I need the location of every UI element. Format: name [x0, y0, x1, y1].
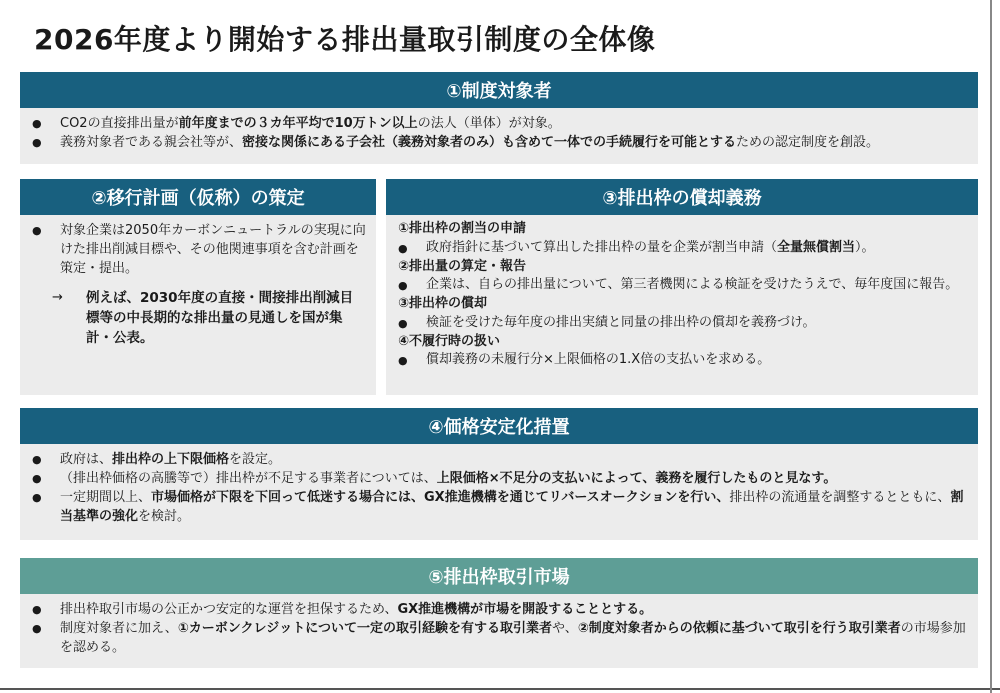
section-target-entities	[20, 72, 978, 164]
bullet-item: ● 義務対象者である親会社等が、密接な関係にある子会社（義務対象者のみ）も含めて一体での手続履行を可能とするための認定制度を創設。	[32, 135, 880, 150]
bullet-item: ● 政府指針に基づいて算出した排出枠の量を企業が割当申請（全量無償割当）。	[398, 239, 968, 258]
bullet-icon: ●	[398, 316, 408, 330]
bullet-item: ● 対象企業は2050年カーボンニュートラルの実現に向けた排出削減目標や、その他関連事項を含む計画を策定・提出。	[32, 223, 366, 276]
section-surrender-obligation	[386, 179, 978, 395]
sub-heading: ②排出量の算定・報告	[398, 258, 527, 274]
bullet-item: ● （排出枠価格の高騰等で）排出枠が不足する事業者については、上限価格×不足分の支払いによって、義務を履行したものと見なす。	[32, 471, 837, 486]
example-note: → 例えば、2030年度の直接・間接排出削減目標等の中長期的な排出量の見通しを国が集計・公表。	[52, 290, 354, 346]
section-header: ②移行計画（仮称）の策定	[20, 179, 376, 215]
bullet-icon: ●	[32, 603, 42, 616]
sub-heading: ③排出枠の償却	[398, 296, 488, 311]
section-trading-market	[20, 558, 978, 668]
bullet-icon: ●	[32, 136, 42, 149]
bullet-icon: ●	[32, 453, 42, 466]
section-body	[20, 108, 978, 164]
bullet-icon: ●	[32, 224, 42, 237]
sub-heading: ①排出枠の割当の申請	[398, 221, 527, 236]
bullet-item: ● 制度対象者に加え、①カーボンクレジットについて一定の取引経験を有する取引業者や、②制度対象者からの依頼に基づいて取引を行う取引業者の市場参加を認める。	[32, 621, 966, 655]
bottom-divider	[0, 688, 1000, 690]
bullet-item: ● CO2の直接排出量が前年度までの３カ年平均で10万トン以上の法人（単体）が対象。	[32, 116, 561, 131]
section-body	[20, 594, 978, 668]
section-body	[20, 444, 978, 540]
section-body	[20, 215, 376, 395]
bullet-icon: ●	[398, 354, 408, 367]
section-transition-plan	[20, 179, 376, 395]
section-header: ③排出枠の償却義務	[386, 179, 978, 215]
bullet-item: ● 企業は、自らの排出量について、第三者機関による検証を受けたうえで、毎年度国に報告。	[398, 276, 968, 295]
section-price-stabilization	[20, 408, 978, 540]
bullet-icon: ●	[32, 491, 42, 504]
section-header: ①制度対象者	[20, 72, 978, 108]
bullet-icon: ●	[398, 241, 408, 255]
section-header: ④価格安定化措置	[20, 408, 978, 444]
arrow-icon: →	[52, 290, 63, 305]
bullet-item: ● 排出枠取引市場の公正かつ安定的な運営を担保するため、GX推進機構が市場を開設することとする。	[32, 602, 653, 617]
bullet-icon: ●	[32, 117, 42, 130]
bullet-item: ● 検証を受けた毎年度の排出実績と同量の排出枠の償却を義務づけ。	[398, 314, 968, 333]
page-title: 2026年度より開始する排出量取引制度の全体像	[34, 23, 656, 56]
sub-heading: ④不履行時の扱い	[398, 333, 501, 349]
bullet-item: ● 政府は、排出枠の上下限価格を設定。	[32, 452, 282, 467]
bullet-item: ● 償却義務の未履行分×上限価格の1.X倍の支払いを求める。	[398, 351, 968, 370]
bullet-icon: ●	[32, 622, 42, 635]
bullet-item: ● 一定期間以上、市場価格が下限を下回って低迷する場合には、GX推進機構を通じてリバースオークションを行い、排出枠の流通量を調整するとともに、割当基準の強化を検討。	[32, 490, 964, 524]
bullet-icon: ●	[398, 279, 408, 292]
bullet-icon: ●	[32, 472, 42, 485]
section-body	[386, 215, 978, 395]
section-header: ⑤排出枠取引市場	[20, 558, 978, 594]
right-divider	[990, 0, 992, 693]
